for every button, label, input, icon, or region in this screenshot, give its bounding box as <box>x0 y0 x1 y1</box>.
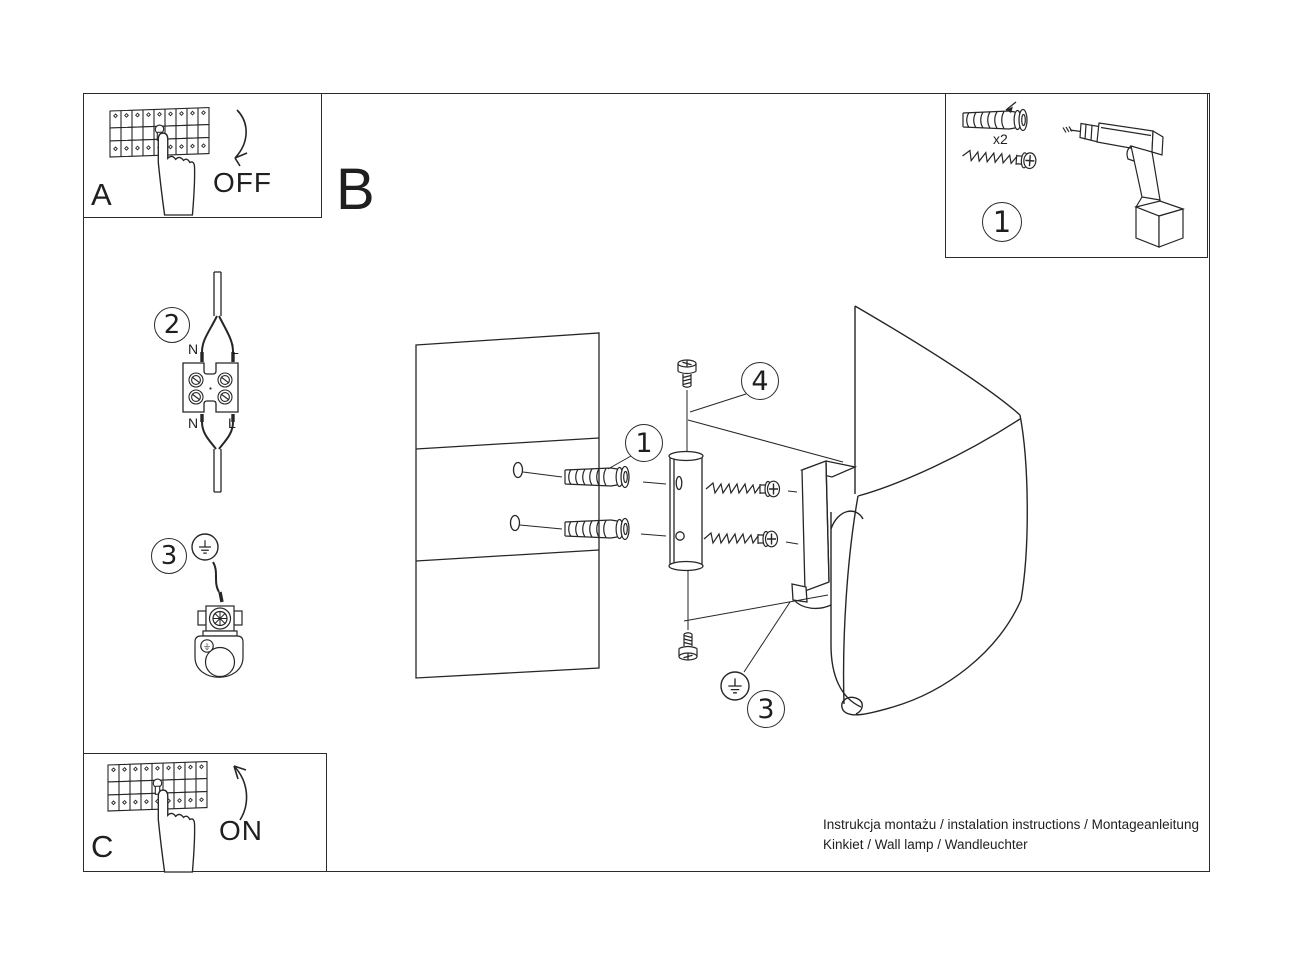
footer-line-2: Kinkiet / Wall lamp / Wandleuchter <box>823 837 1028 852</box>
callout-screw: 4 <box>741 362 779 400</box>
callout-connector: 2 <box>154 307 190 343</box>
off-label: OFF <box>213 167 272 198</box>
wall-plug-icon <box>963 102 1027 131</box>
breaker-row-on-illustration <box>108 762 207 811</box>
callout-ground-item: 3 <box>151 538 187 574</box>
ground-symbol-main <box>721 672 749 700</box>
callout-ground-main: 3 <box>747 690 785 728</box>
wire-label-l-bottom: L <box>228 415 236 431</box>
wood-screw-bottom <box>704 531 778 547</box>
wire-label-l-top: L <box>231 341 239 357</box>
earth-terminal-and-holder <box>195 606 243 677</box>
wall-panel <box>416 333 599 678</box>
arrow-down-icon <box>235 110 247 166</box>
screw-leader-stubs <box>786 491 798 544</box>
panel-b-letter: B <box>336 157 375 222</box>
lamp-mounting-plate <box>792 461 855 608</box>
cable-and-terminal-block <box>183 272 238 492</box>
drill-icon <box>1063 123 1183 247</box>
wood-screw-top <box>706 481 780 497</box>
panel-a-letter: A <box>91 177 112 212</box>
ground-symbol-item <box>192 534 222 602</box>
screw-icon <box>962 148 1036 169</box>
quantity-label: x2 <box>993 131 1008 147</box>
panel-c-letter: C <box>91 829 114 864</box>
machine-screw-top <box>678 360 696 387</box>
machine-screw-bottom <box>679 633 697 660</box>
mounting-bracket <box>669 452 703 571</box>
callout-anchor: 1 <box>625 424 663 462</box>
callout-kit: 1 <box>982 202 1022 242</box>
on-label: ON <box>219 815 263 846</box>
wire-label-n-top: N <box>188 341 199 357</box>
lamp-shade <box>831 306 1027 715</box>
footer-line-1: Instrukcja montażu / instalation instructions / Montageanleitung <box>823 817 1199 832</box>
arrow-up-icon <box>234 766 247 820</box>
wire-label-n-bottom: N <box>188 415 199 431</box>
